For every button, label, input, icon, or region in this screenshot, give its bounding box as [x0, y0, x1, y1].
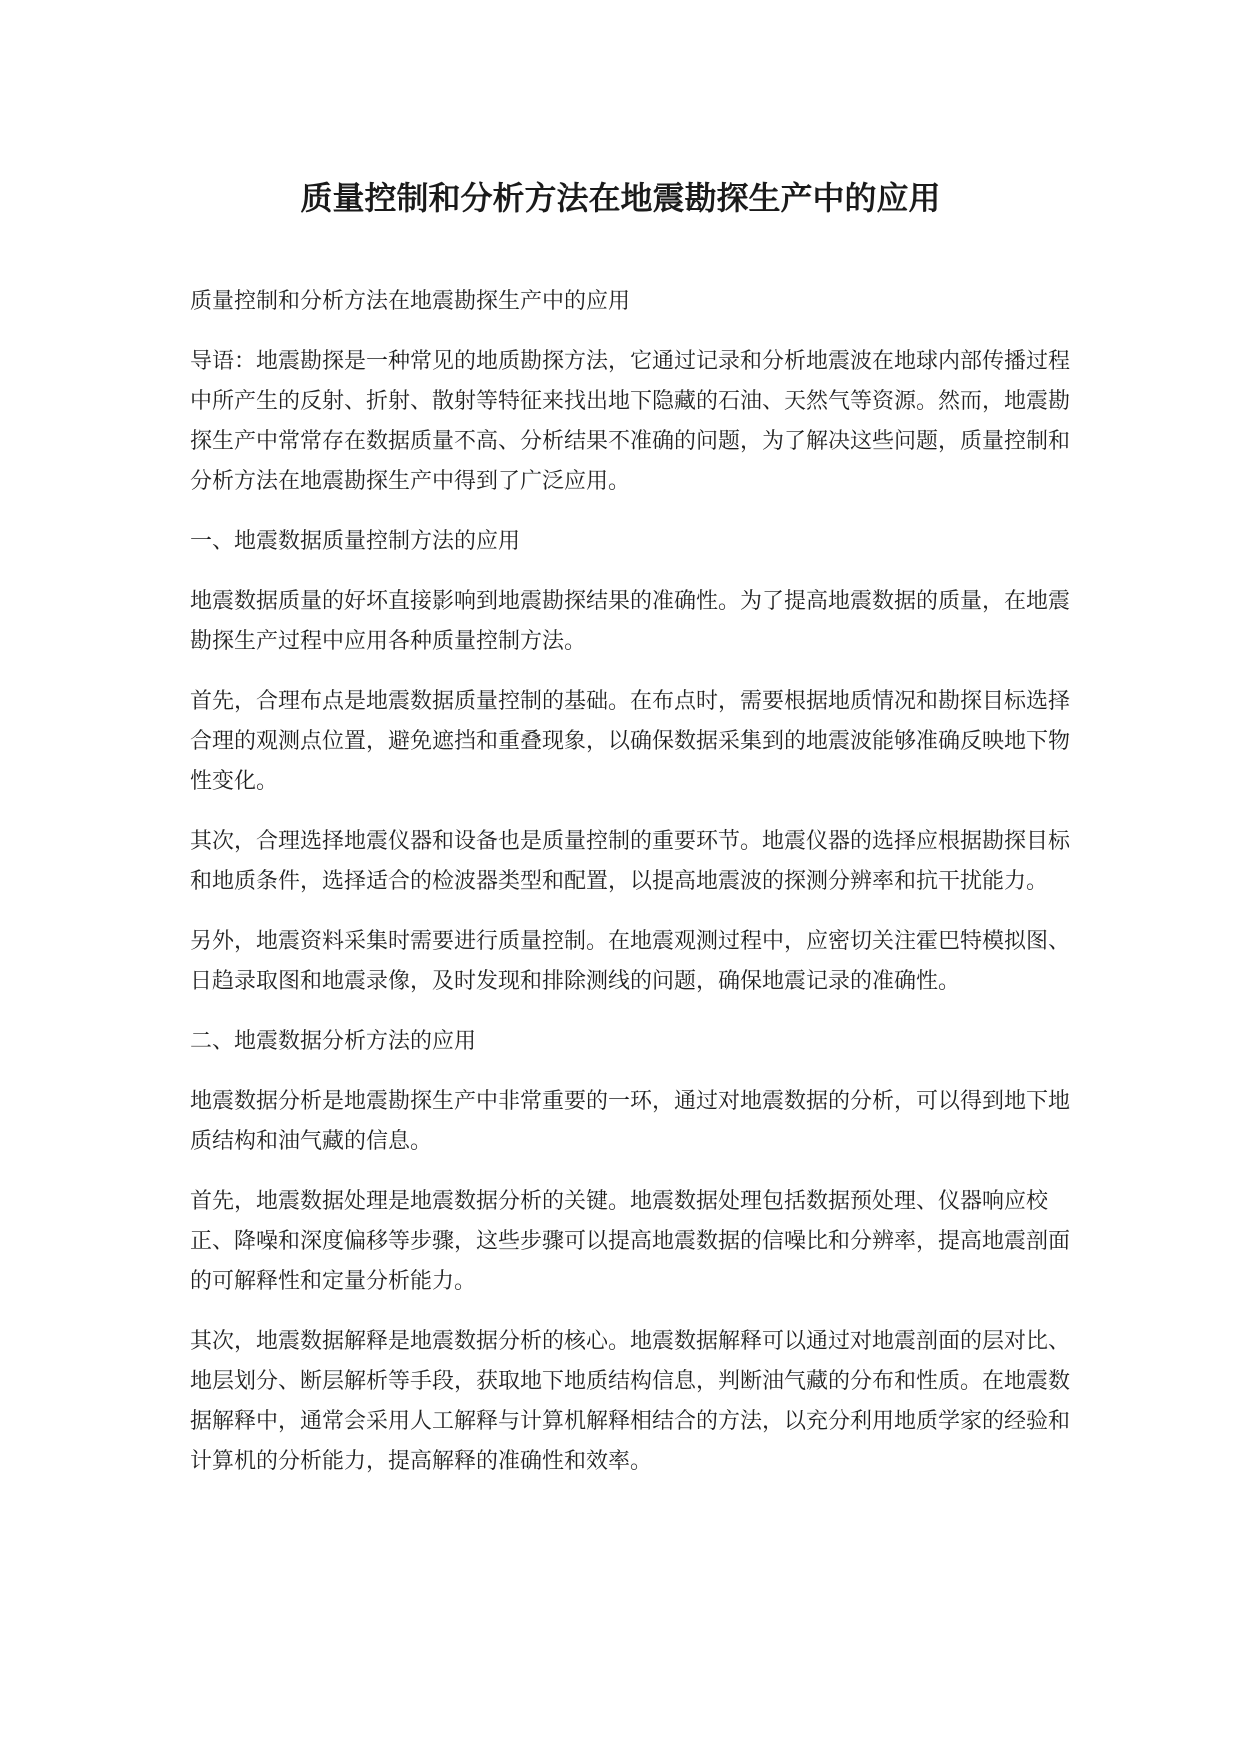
section-heading-1: 一、地震数据质量控制方法的应用: [190, 529, 521, 554]
paragraph: 首先，合理布点是地震数据质量控制的基础。在布点时，需要根据地质情况和勘探目标选择合理的观测点位置，避免遮挡和重叠现象，以确保数据采集到的地震波能够准确反映地下物性变化。: [190, 689, 1071, 794]
paragraph-subtitle: 质量控制和分析方法在地震勘探生产中的应用: [190, 289, 631, 314]
paragraph: 其次，地震数据解释是地震数据分析的核心。地震数据解释可以通过对地震剖面的层对比、地层划分、断层解析等手段，获取地下地质结构信息，判断油气藏的分布和性质。在地震数据解释中，通常会采用人工解释与计算机解释相结合的方法，以充分利用地质学家的经验和计算机的分析能力，提高解释的准确性和效率。: [190, 1329, 1071, 1474]
paragraph: 另外，地震资料采集时需要进行质量控制。在地震观测过程中，应密切关注霍巴特模拟图、日趋录取图和地震录像，及时发现和排除测线的问题，确保地震记录的准确性。: [190, 929, 1071, 994]
document-body: [190, 282, 1070, 1502]
paragraph: 地震数据分析是地震勘探生产中非常重要的一环，通过对地震数据的分析，可以得到地下地质结构和油气藏的信息。: [190, 1089, 1071, 1154]
document-title: 质量控制和分析方法在地震勘探生产中的应用: [300, 179, 941, 217]
paragraph: 地震数据质量的好坏直接影响到地震勘探结果的准确性。为了提高地震数据的质量，在地震勘探生产过程中应用各种质量控制方法。: [190, 589, 1071, 654]
section-heading-2: 二、地震数据分析方法的应用: [190, 1029, 477, 1054]
paragraph: 首先，地震数据处理是地震数据分析的关键。地震数据处理包括数据预处理、仪器响应校正、降噪和深度偏移等步骤，这些步骤可以提高地震数据的信噪比和分辨率，提高地震剖面的可解释性和定量分析能力。: [190, 1189, 1071, 1294]
paragraph-intro: 导语：地震勘探是一种常见的地质勘探方法，它通过记录和分析地震波在地球内部传播过程中所产生的反射、折射、散射等特征来找出地下隐藏的石油、天然气等资源。然而，地震勘探生产中常常存在数据质量不高、分析结果不准确的问题，为了解决这些问题，质量控制和分析方法在地震勘探生产中得到了广泛应用。: [190, 349, 1071, 494]
paragraph: 其次，合理选择地震仪器和设备也是质量控制的重要环节。地震仪器的选择应根据勘探目标和地质条件，选择适合的检波器类型和配置，以提高地震波的探测分辨率和抗干扰能力。: [190, 829, 1071, 894]
